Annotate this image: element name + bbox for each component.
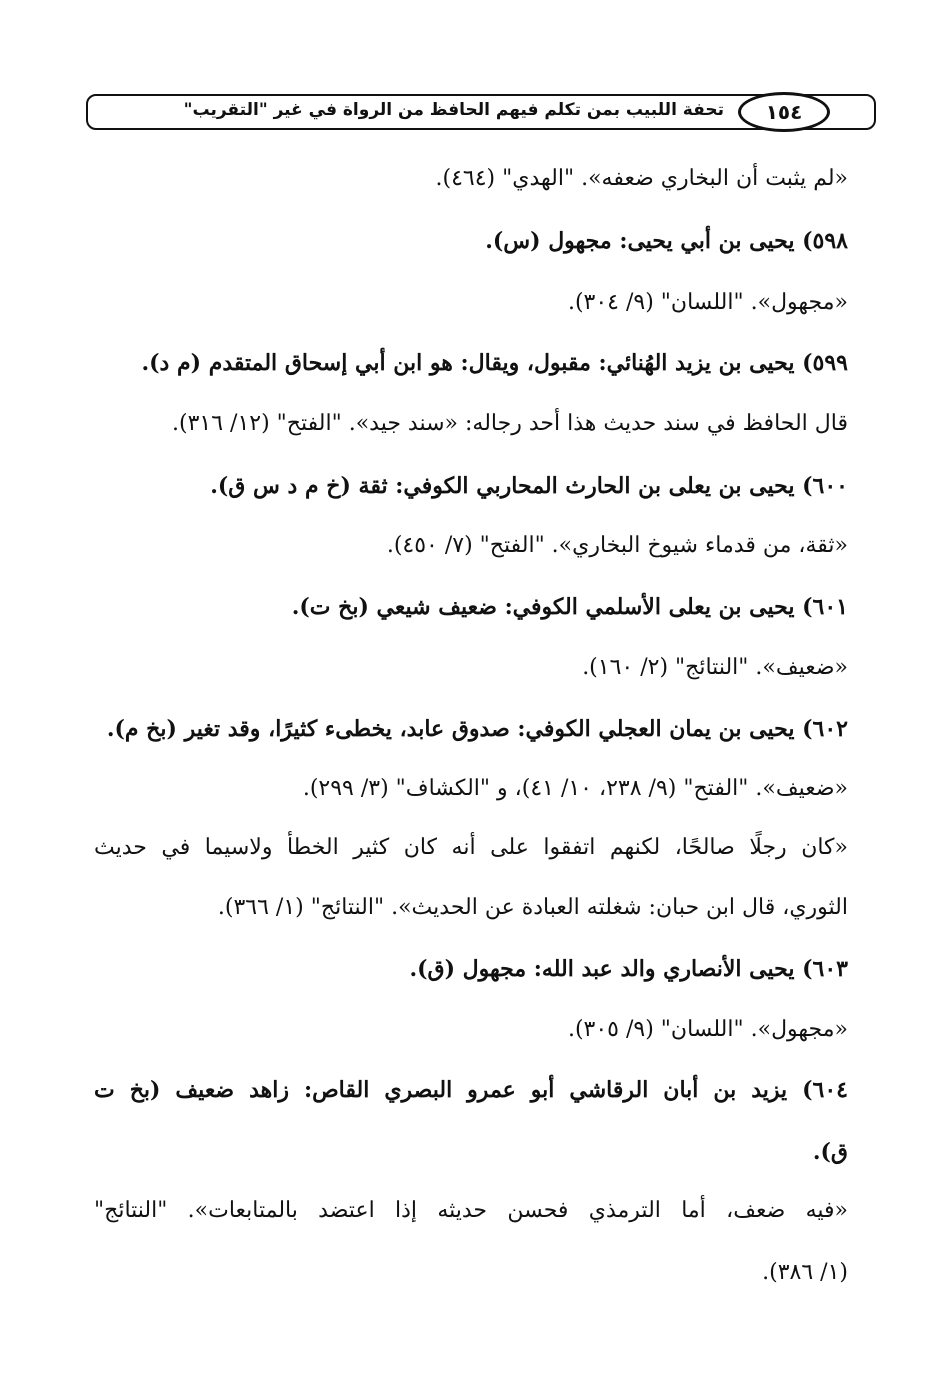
book-title: تحفة اللبيب بمن تكلم فيهم الحافظ من الرواة في غير "التقريب" <box>183 100 724 120</box>
entry-599: ٥٩٩) يحيى بن يزيد الهُنائي: مقبول، ويقال: هو ابن أبي إسحاق المتقدم (م د). <box>141 350 848 376</box>
text-line: «لم يثبت أن البخاري ضعفه». "الهدي" (٤٦٤). <box>435 166 848 191</box>
running-header <box>86 94 876 130</box>
text-line: (١/ ٣٨٦). <box>762 1260 848 1285</box>
entry-598: ٥٩٨) يحيى بن أبي يحيى: مجهول (س). <box>485 228 848 254</box>
text-line: «فيه ضعف، أما الترمذي فحسن حديثه إذا اعتضد بالمتابعات». "النتائج" <box>94 1198 848 1223</box>
entry-602: ٦٠٢) يحيى بن يمان العجلي الكوفي: صدوق عابد، يخطىء كثيرًا، وقد تغير (بخ م). <box>106 716 848 742</box>
text-line: «ضعيف». "الفتح" (٩/ ٢٣٨، ١٠/ ٤١)، و "الكشاف" (٣/ ٢٩٩). <box>302 776 848 801</box>
entry-601: ٦٠١) يحيى بن يعلى الأسلمي الكوفي: ضعيف شيعي (بخ ت). <box>291 594 848 620</box>
text-line: الثوري، قال ابن حبان: شغلته العبادة عن الحديث». "النتائج" (١/ ٣٦٦). <box>217 895 848 920</box>
text-line: «مجهول». "اللسان" (٩/ ٣٠٥). <box>567 1017 848 1042</box>
entry-603: ٦٠٣) يحيى الأنصاري والد عبد الله: مجهول (ق). <box>409 956 848 982</box>
entry-604-continued: ق). <box>812 1139 848 1165</box>
text-line: «ثقة، من قدماء شيوخ البخاري». "الفتح" (٧/ ٤٥٠). <box>386 533 848 558</box>
text-line: «ضعيف». "النتائج" (٢/ ١٦٠). <box>582 655 848 680</box>
text-line: «كان رجلًا صالحًا، لكنهم اتفقوا على أنه كان كثير الخطأ ولاسيما في حديث <box>94 835 848 860</box>
entry-600: ٦٠٠) يحيى بن يعلى بن الحارث المحاربي الكوفي: ثقة (خ م د س ق). <box>210 473 848 499</box>
entry-604: ٦٠٤) يزيد بن أبان الرقاشي أبو عمرو البصري القاص: زاهد ضعيف (بخ ت <box>94 1077 848 1103</box>
text-line: قال الحافظ في سند حديث هذا أحد رجاله: «سند جيد». "الفتح" (١٢/ ٣١٦). <box>172 411 848 436</box>
text-line: «مجهول». "اللسان" (٩/ ٣٠٤). <box>567 290 848 315</box>
page-number: ١٥٤ <box>738 92 830 132</box>
